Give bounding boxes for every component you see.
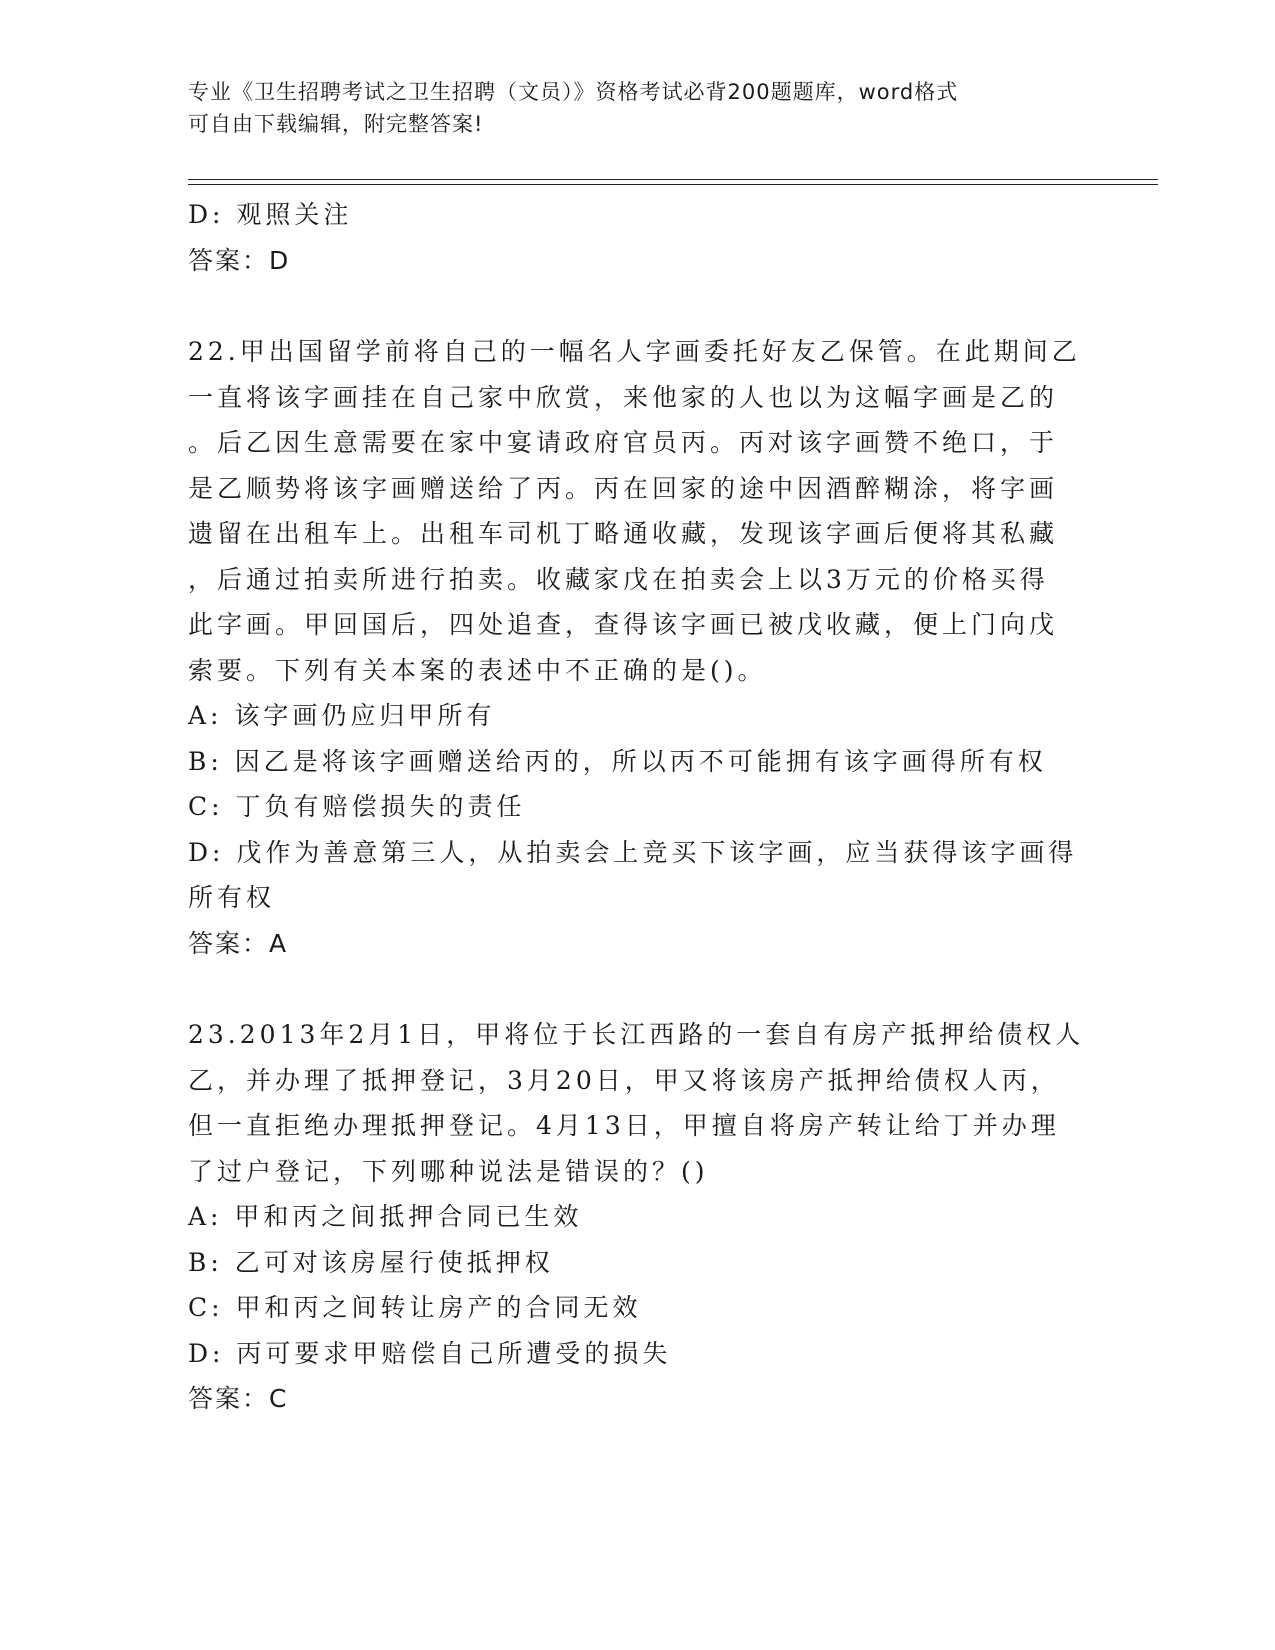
header-title-line1: 专业《卫生招聘考试之卫生招聘（文员）》资格考试必背200题题库，word格式 [188, 80, 959, 104]
q22-text-line: 22.甲出国留学前将自己的一幅名人字画委托好友乙保管。在此期间乙 [188, 337, 1081, 366]
q22-text-line: 。后乙因生意需要在家中宴请政府官员丙。丙对该字画赞不绝口，于 [188, 428, 1059, 457]
q22-text-line: 索要。下列有关本案的表述中不正确的是()。 [188, 655, 767, 685]
q23-text-line: 了过户登记，下列哪种说法是错误的？() [188, 1156, 709, 1186]
q23-answer: 答案：C [188, 1384, 289, 1413]
question-23 [188, 1012, 1088, 1422]
q23-text-line: 23.2013年2月1日，甲将位于长江西路的一套自有房产抵押给债权人 [188, 1020, 1085, 1049]
q22-text-line: 一直将该字画挂在自己家中欣赏，来他家的人也以为这幅字画是乙的 [188, 382, 1059, 412]
spacer [188, 966, 1088, 1012]
prev-option-d: D: 观照关注 [188, 200, 353, 229]
previous-question-tail [188, 192, 1088, 283]
q22-text-line: 遗留在出租车上。出租车司机丁略通收藏，发现该字画后便将其私藏 [188, 519, 1059, 548]
q23-option-b: B: 乙可对该房屋行使抵押权 [188, 1247, 554, 1277]
q22-text-line: 此字画。甲回国后，四处追查，查得该字画已被戊收藏，便上门向戊 [188, 610, 1059, 639]
q23-option-c: C: 甲和丙之间转让房产的合同无效 [188, 1293, 642, 1322]
header-title-line2: 可自由下载编辑，附完整答案! [188, 112, 484, 136]
q22-option-c: C: 丁负有赔偿损失的责任 [188, 792, 526, 821]
q22-option-a: A: 该字画仍应归甲所有 [188, 701, 496, 730]
prev-answer: 答案：D [188, 245, 291, 275]
document-header [188, 76, 1088, 140]
q22-option-d: D: 戊作为善意第三人，从拍卖会上竞买下该字画，应当获得该字画得 [188, 837, 1078, 867]
header-divider-top [188, 179, 1158, 180]
spacer [188, 283, 1088, 329]
q23-option-d: D: 丙可要求甲赔偿自己所遭受的损失 [188, 1338, 672, 1368]
q22-text-line: 是乙顺势将该字画赠送给了丙。丙在回家的途中因酒醉糊涂，将字画 [188, 473, 1059, 503]
document-body [188, 192, 1088, 1422]
q22-option-d-continued: 所有权 [188, 883, 276, 912]
q22-option-b: B: 因乙是将该字画赠送给丙的，所以丙不可能拥有该字画得所有权 [188, 746, 1047, 776]
q23-text-line: 但一直拒绝办理抵押登记。4月13日，甲擅自将房产转让给丁并办理 [188, 1111, 1060, 1140]
q23-text-line: 乙，并办理了抵押登记，3月20日，甲又将该房产抵押给债权人丙， [188, 1065, 1060, 1095]
q22-answer: 答案：A [188, 928, 289, 958]
q22-text-line: ，后通过拍卖所进行拍卖。收藏家戊在拍卖会上以3万元的价格买得 [188, 564, 1049, 594]
header-divider-bottom [188, 184, 1158, 185]
question-22 [188, 329, 1088, 966]
q23-option-a: A: 甲和丙之间抵押合同已生效 [188, 1202, 583, 1231]
